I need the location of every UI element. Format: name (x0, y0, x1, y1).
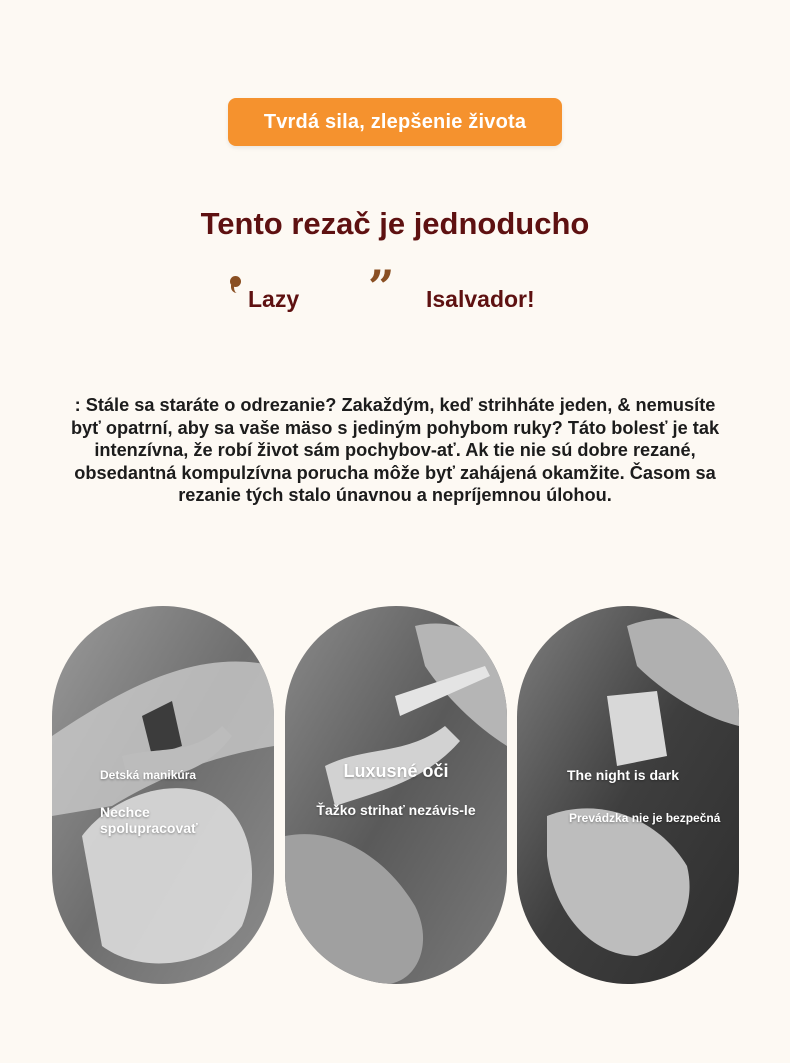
panel-1-photo (52, 606, 274, 984)
badge-label: Tvrdá sila, zlepšenie života (263, 110, 527, 133)
panel-1-title: Detská manikúra (100, 768, 197, 782)
quote-row (0, 260, 790, 330)
panel-child-manicure (52, 606, 274, 984)
close-quote-icon: ” (368, 260, 395, 314)
quote-right-word: Isalvador! (426, 286, 535, 312)
panel-night-dark (517, 606, 739, 984)
panel-3-photo (517, 606, 739, 984)
title-badge (228, 98, 562, 146)
panel-3-title: The night is dark (567, 767, 680, 783)
panel-2-subtitle: Ťažko strihať nezávis-le (316, 802, 476, 818)
headline: Tento rezač je jednoducho (200, 206, 590, 241)
panel-1-subtitle: Nechce spolupracovať (100, 804, 198, 836)
body-paragraph: : Stále sa staráte o odrezanie? Zakaždým, keď strihháte jeden, & nemusíte byť opatrní, aby sa vaše mäso s jediným pohybom ruky? Táto bolesť je tak intenzívna, že robí život sám pochybov-ať. Ak tie nie sú dobre rezané, obsedantná kompulzívna porucha môže byť zahájená okamžite. Časom sa rezanie tých stalo únavnou a nepríjemnou úlohou. (70, 395, 720, 505)
panel-luxury-eyes (285, 606, 507, 984)
panel-3-subtitle: Prevádzka nie je bezpečná (569, 811, 721, 825)
quote-left-word: Lazy (248, 286, 300, 312)
panel-2-title: Luxusné oči (343, 761, 449, 781)
panel-2-photo (285, 606, 507, 984)
open-quote-icon (230, 276, 241, 287)
